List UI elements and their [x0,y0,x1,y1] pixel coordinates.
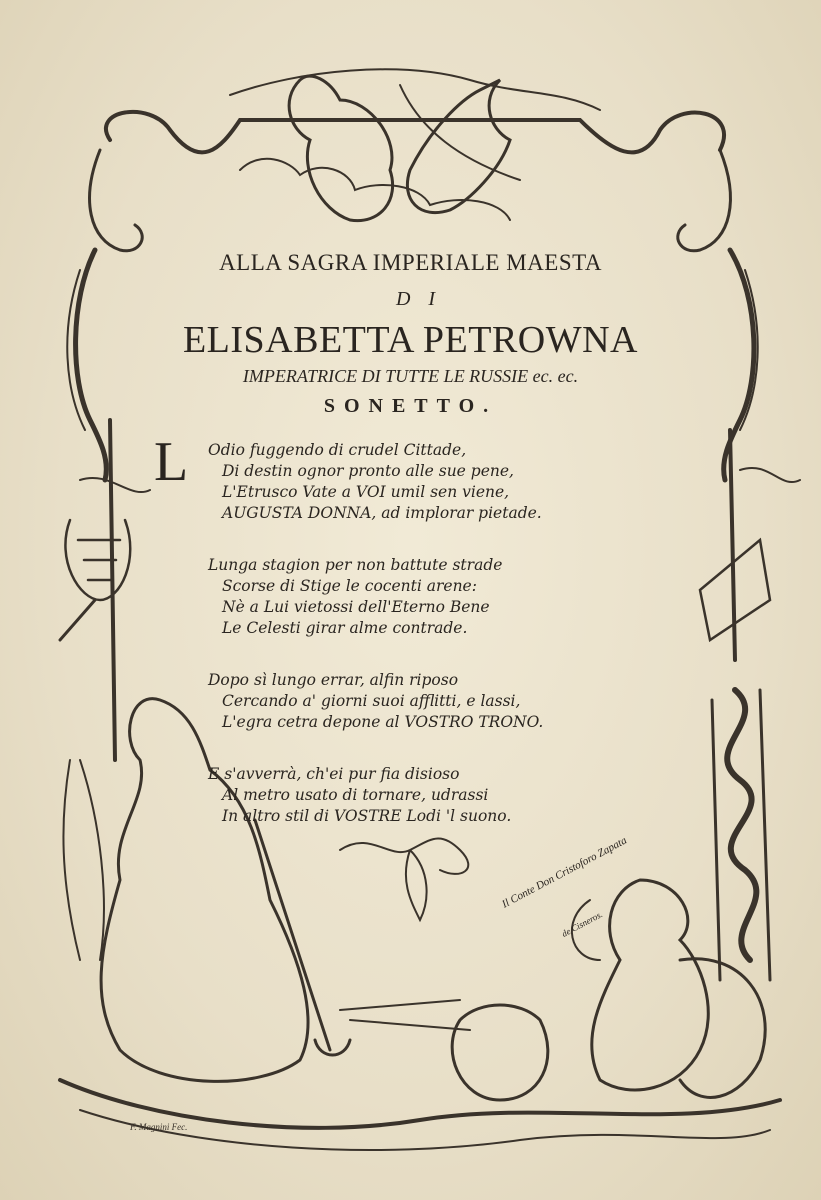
verse-line: Le Celesti girar alme contrade. [222,619,468,637]
frame-left-column [76,250,107,480]
verse-line: Nè a Lui vietossi dell'Eterno Bene [222,598,490,616]
author-signature-2: de Cisneros. [560,909,605,939]
stanza-3 [160,670,680,733]
stanza-4 [160,764,680,827]
verse-line: Cercando a' giorni suoi afflitti, e lassi, [222,692,521,710]
verse-line: AUGUSTA DONNA, ad implorar pietade. [222,504,542,522]
shield [452,1005,548,1100]
verse-line: Al metro usato di tornare, udrassi [222,786,489,804]
clouds [240,159,510,220]
verse-line: E s'avverrà, ch'ei pur fia disioso [208,765,460,783]
dedication-di: DI [395,288,454,310]
verse-line: Lunga stagion per non battute strade [208,556,503,574]
verse-line: L'Etrusco Vate a VOI umil sen viene, [222,483,510,501]
stanza-1 [160,440,680,524]
lyre [65,520,130,600]
sonnet-text [154,431,680,858]
author-signature: Il Conte Don Cristoforo Zapata [500,834,629,911]
verse-line: In altro stil di VOSTRE Lodi 'l suono. [222,807,512,825]
verse-line: Odio fuggendo di crudel Cittade, [208,441,467,459]
sonnet-heading: SONETTO. [323,395,498,417]
verse-line: Dopo sì lungo errar, alfin riposo [208,671,459,689]
verse-line: Di destin ognor pronto alle sue pene, [222,462,514,480]
verse-line: L'egra cetra depone al VOSTRO TRONO. [222,713,544,731]
dedication-line: ALLA SAGRA IMPERIALE MAESTA [219,250,602,275]
verse-line: Scorse di Stige le cocenti arene: [222,577,477,595]
frame-top-scroll [106,112,724,153]
engraver-credit: F. Magnini Fec. [130,1122,188,1132]
stanza-2 [160,555,680,639]
empress-name: ELISABETTA PETROWNA [182,319,639,361]
drop-cap: L [154,431,189,493]
empress-title: IMPERATRICE DI TUTTE LE RUSSIE ec. ec. [242,366,579,386]
cornucopia [680,959,765,1098]
top-cherub-right [407,80,510,213]
twisted-column [727,690,756,960]
frame-bottom [60,1080,780,1128]
cherub [592,880,709,1090]
top-cherub-left [289,76,393,221]
